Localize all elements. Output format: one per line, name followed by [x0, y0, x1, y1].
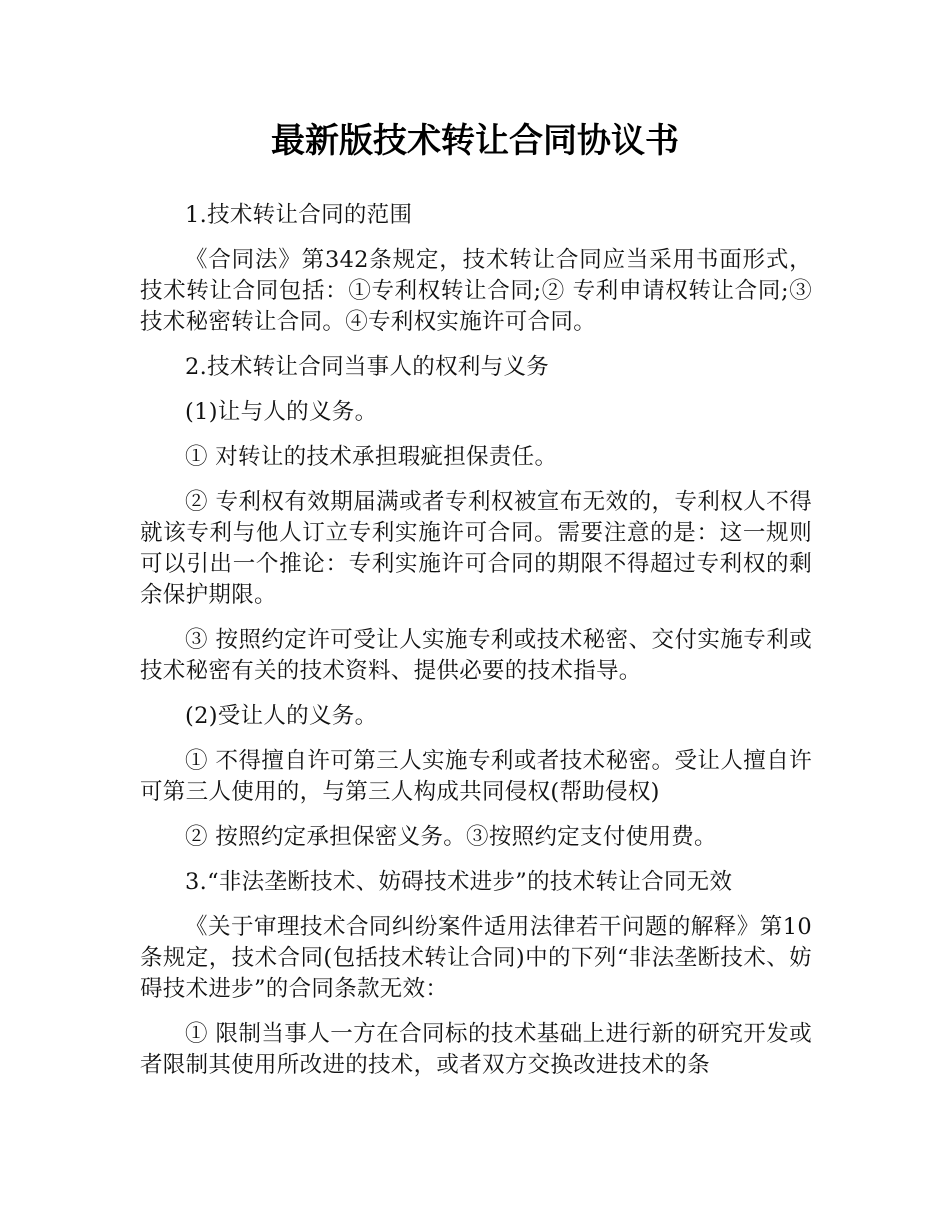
paragraph: 《合同法》第342条规定，技术转让合同应当采用书面形式，技术转让合同包括：①专利权转让合同;② 专利申请权转让合同;③ 技术秘密转让合同。④专利权实施许可合同。 — [140, 247, 812, 335]
paragraph: (2)受让人的义务。 — [185, 703, 378, 729]
paragraph: ① 限制当事人一方在合同标的技术基础上进行新的研究开发或者限制其使用所改进的技术，或者双方交换改进技术的条 — [140, 1021, 812, 1078]
paragraph: (1)让与人的义务。 — [185, 399, 378, 425]
paragraph: ① 对转让的技术承担瑕疵担保责任。 — [185, 444, 558, 470]
paragraph: ① 不得擅自许可第三人实施专利或者技术秘密。受让人擅自许可第三人使用的，与第三人构成共同侵权(帮助侵权) — [140, 748, 812, 805]
paragraph: ② 按照约定承担保密义务。③按照约定支付使用费。 — [185, 824, 717, 850]
document-title: 最新版技术转让合同协议书 — [271, 121, 679, 161]
paragraph: 3.“非法垄断技术、妨碍技术进步”的技术转让合同无效 — [185, 869, 733, 895]
paragraph: 《关于审理技术合同纠纷案件适用法律若干问题的解释》第10条规定，技术合同(包括技术转让合同)中的下列“非法垄断技术、妨碍技术进步”的合同条款无效： — [140, 914, 812, 1002]
paragraph: 2.技术转让合同当事人的权利与义务 — [185, 354, 550, 380]
paragraph: ② 专利权有效期届满或者专利权被宣布无效的，专利权人不得就该专利与他人订立专利实施许可合同。需要注意的是：这一规则可以引出一个推论：专利实施许可合同的期限不得超过专利权的剩余保护期限。 — [140, 489, 812, 608]
paragraph: 1.技术转让合同的范围 — [185, 202, 413, 228]
document-body — [140, 200, 812, 1095]
paragraph: ③ 按照约定许可受让人实施专利或技术秘密、交付实施专利或技术秘密有关的技术资料、提供必要的技术指导。 — [140, 627, 812, 684]
